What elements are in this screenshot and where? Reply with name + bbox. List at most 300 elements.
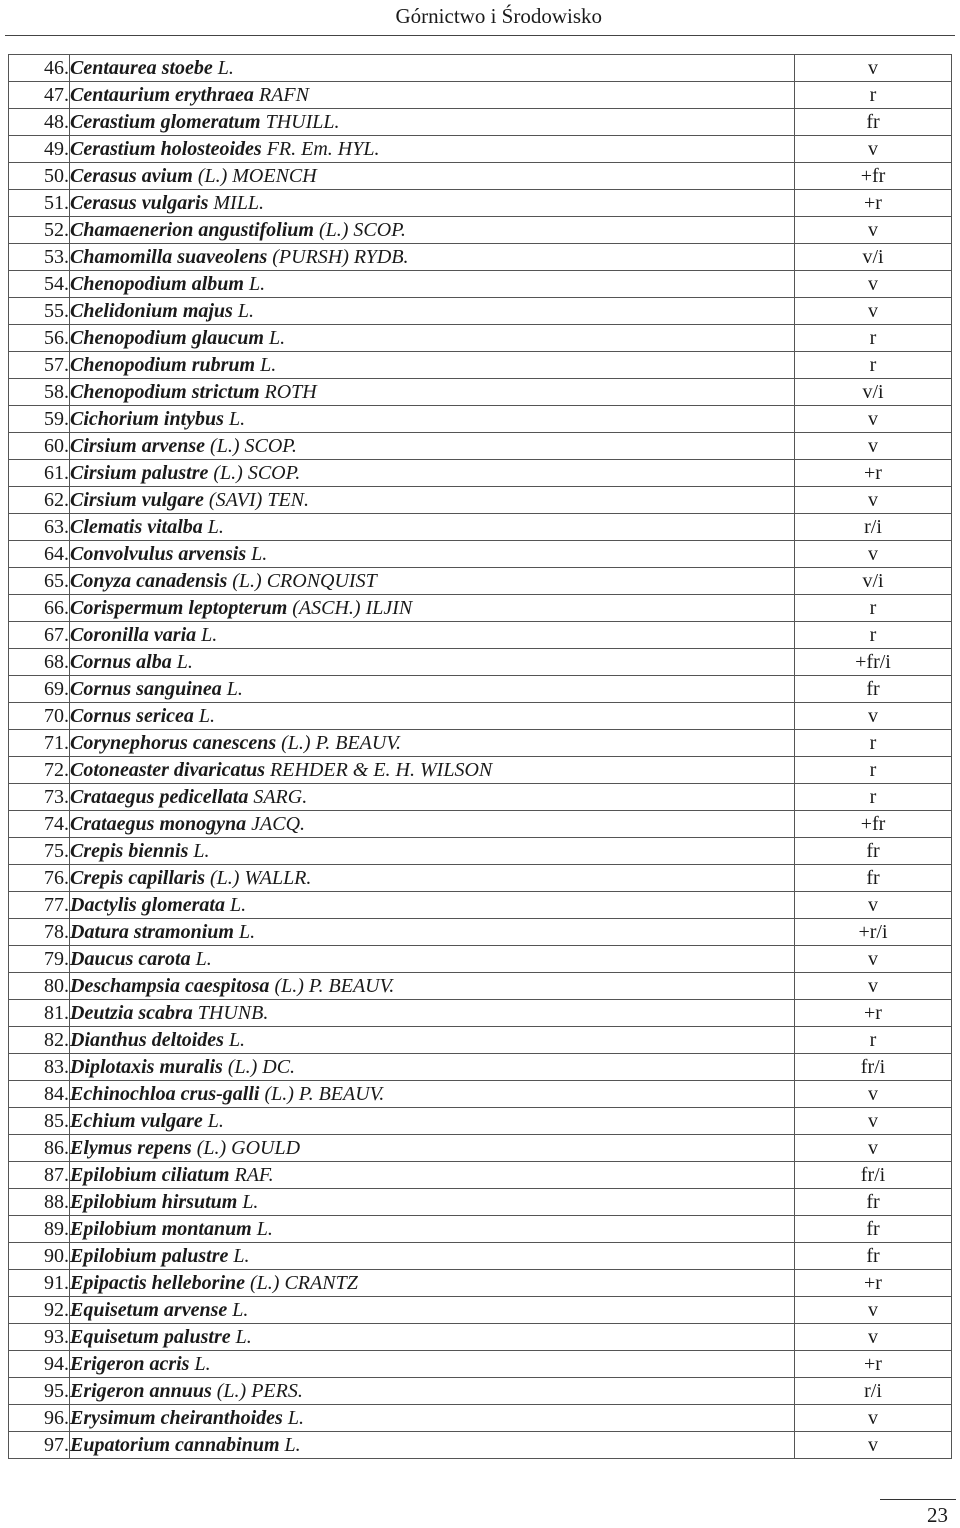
genus-name: Datura bbox=[70, 921, 129, 943]
row-number: 58. bbox=[9, 379, 70, 406]
status-code: +r/i bbox=[795, 919, 952, 946]
species-epithet: canadensis bbox=[136, 570, 228, 592]
species-epithet: glaucum bbox=[191, 327, 264, 349]
genus-name: Cornus bbox=[70, 651, 132, 673]
status-code: v bbox=[795, 703, 952, 730]
row-number: 55. bbox=[9, 298, 70, 325]
table-row bbox=[9, 649, 952, 676]
genus-name: Chelidonium bbox=[70, 300, 178, 322]
species-epithet: sericea bbox=[136, 705, 194, 727]
table-row bbox=[9, 676, 952, 703]
genus-name: Cirsium bbox=[70, 489, 137, 511]
author-citation: JACQ. bbox=[251, 813, 306, 835]
author-citation: SARG. bbox=[253, 786, 308, 808]
species-name-cell bbox=[70, 865, 795, 892]
status-code: fr bbox=[795, 865, 952, 892]
row-number: 57. bbox=[9, 352, 70, 379]
status-code: fr bbox=[795, 838, 952, 865]
table-row bbox=[9, 973, 952, 1000]
species-name-cell bbox=[70, 217, 795, 244]
species-epithet: deltoides bbox=[151, 1029, 224, 1051]
genus-name: Chenopodium bbox=[70, 327, 187, 349]
row-number: 87. bbox=[9, 1162, 70, 1189]
genus-name: Equisetum bbox=[70, 1326, 159, 1348]
row-number: 80. bbox=[9, 973, 70, 1000]
species-epithet: canescens bbox=[192, 732, 277, 754]
table-row bbox=[9, 1162, 952, 1189]
author-citation: L. bbox=[226, 678, 243, 700]
species-epithet: vulgare bbox=[141, 489, 204, 511]
species-name-cell bbox=[70, 190, 795, 217]
genus-name: Diplotaxis bbox=[70, 1056, 155, 1078]
genus-name: Daucus bbox=[70, 948, 134, 970]
species-name-cell bbox=[70, 1432, 795, 1459]
author-citation: L. bbox=[228, 408, 246, 430]
genus-name: Chenopodium bbox=[70, 354, 187, 376]
author-citation: L. bbox=[287, 1407, 304, 1429]
species-epithet: album bbox=[191, 273, 244, 295]
species-name-cell bbox=[70, 595, 795, 622]
species-name-cell bbox=[70, 649, 795, 676]
genus-name: Coronilla bbox=[70, 624, 149, 646]
author-citation: RAFN bbox=[258, 84, 309, 106]
status-code: r/i bbox=[795, 1378, 952, 1405]
species-name-cell bbox=[70, 1081, 795, 1108]
status-code: v bbox=[795, 1405, 952, 1432]
species-name-cell bbox=[70, 406, 795, 433]
table-row bbox=[9, 1324, 952, 1351]
row-number: 71. bbox=[9, 730, 70, 757]
species-epithet: intybus bbox=[163, 408, 224, 430]
genus-name: Cornus bbox=[70, 678, 132, 700]
species-epithet: stramonium bbox=[133, 921, 234, 943]
table-row bbox=[9, 460, 952, 487]
genus-name: Equisetum bbox=[70, 1299, 159, 1321]
table-row bbox=[9, 1081, 952, 1108]
genus-name: Chenopodium bbox=[70, 273, 187, 295]
species-epithet: cannabinum bbox=[175, 1434, 280, 1456]
species-epithet: caespitosa bbox=[185, 975, 270, 997]
species-epithet: arvense bbox=[163, 1299, 228, 1321]
genus-name: Epilobium bbox=[70, 1245, 157, 1267]
author-citation: L. bbox=[260, 354, 277, 376]
row-number: 69. bbox=[9, 676, 70, 703]
author-citation: (L.) GOULD bbox=[196, 1137, 301, 1159]
table-row bbox=[9, 55, 952, 82]
genus-name: Cirsium bbox=[70, 462, 137, 484]
genus-name: Chamaenerion bbox=[70, 219, 194, 241]
species-epithet: vulgaris bbox=[141, 192, 209, 214]
species-name-cell bbox=[70, 541, 795, 568]
table-row bbox=[9, 865, 952, 892]
row-number: 75. bbox=[9, 838, 70, 865]
genus-name: Corispermum bbox=[70, 597, 184, 619]
species-epithet: leptopterum bbox=[188, 597, 288, 619]
status-code: +r bbox=[795, 460, 952, 487]
species-epithet: palustre bbox=[163, 1326, 231, 1348]
row-number: 70. bbox=[9, 703, 70, 730]
status-code: v bbox=[795, 136, 952, 163]
genus-name: Crataegus bbox=[70, 813, 155, 835]
running-header: Górnictwo i Środowisko bbox=[395, 4, 602, 28]
species-table-body bbox=[9, 55, 952, 1459]
row-number: 73. bbox=[9, 784, 70, 811]
genus-name: Cirsium bbox=[70, 435, 137, 457]
row-number: 46. bbox=[9, 55, 70, 82]
status-code: +r bbox=[795, 1351, 952, 1378]
species-name-cell bbox=[70, 460, 795, 487]
species-name-cell bbox=[70, 676, 795, 703]
status-code: v bbox=[795, 406, 952, 433]
table-row bbox=[9, 244, 952, 271]
species-name-cell bbox=[70, 838, 795, 865]
author-citation: FR. Em. HYL. bbox=[266, 138, 380, 160]
author-citation: REHDER & E. H. WILSON bbox=[270, 759, 493, 781]
table-row bbox=[9, 82, 952, 109]
genus-name: Corynephorus bbox=[70, 732, 188, 754]
table-row bbox=[9, 919, 952, 946]
status-code: +fr bbox=[795, 163, 952, 190]
species-name-cell bbox=[70, 325, 795, 352]
status-code: v bbox=[795, 1297, 952, 1324]
row-number: 68. bbox=[9, 649, 70, 676]
genus-name: Cerastium bbox=[70, 111, 156, 133]
table-row bbox=[9, 1243, 952, 1270]
author-citation: L. bbox=[194, 1353, 211, 1375]
species-epithet: stoebe bbox=[161, 57, 213, 79]
genus-name: Elymus bbox=[70, 1137, 133, 1159]
species-epithet: carota bbox=[138, 948, 191, 970]
row-number: 56. bbox=[9, 325, 70, 352]
row-number: 93. bbox=[9, 1324, 70, 1351]
author-citation: L. bbox=[217, 57, 234, 79]
species-epithet: monogyna bbox=[159, 813, 247, 835]
status-code: v bbox=[795, 487, 952, 514]
species-epithet: palustre bbox=[141, 462, 209, 484]
table-row bbox=[9, 514, 952, 541]
species-name-cell bbox=[70, 1189, 795, 1216]
species-name-cell bbox=[70, 1243, 795, 1270]
table-row bbox=[9, 136, 952, 163]
status-code: v bbox=[795, 298, 952, 325]
author-citation: L. bbox=[198, 705, 216, 727]
species-epithet: helleborine bbox=[151, 1272, 246, 1294]
species-epithet: divaricatus bbox=[173, 759, 266, 781]
row-number: 78. bbox=[9, 919, 70, 946]
row-number: 77. bbox=[9, 892, 70, 919]
author-citation: L. bbox=[242, 1191, 259, 1213]
status-code: +fr bbox=[795, 811, 952, 838]
species-name-cell bbox=[70, 1000, 795, 1027]
status-code: r bbox=[795, 784, 952, 811]
table-row bbox=[9, 1270, 952, 1297]
genus-name: Epipactis bbox=[70, 1272, 147, 1294]
species-epithet: repens bbox=[137, 1137, 192, 1159]
author-citation: L. bbox=[232, 1299, 249, 1321]
table-row bbox=[9, 325, 952, 352]
row-number: 72. bbox=[9, 757, 70, 784]
species-epithet: vulgare bbox=[140, 1110, 203, 1132]
genus-name: Echium bbox=[70, 1110, 136, 1132]
species-name-cell bbox=[70, 973, 795, 1000]
author-citation: MILL. bbox=[213, 192, 264, 214]
table-row bbox=[9, 622, 952, 649]
page-number: 23 bbox=[927, 1503, 948, 1527]
author-citation: L. bbox=[237, 300, 254, 322]
author-citation: L. bbox=[235, 1326, 252, 1348]
genus-name: Echinochloa bbox=[70, 1083, 176, 1105]
genus-name: Dianthus bbox=[70, 1029, 147, 1051]
row-number: 51. bbox=[9, 190, 70, 217]
status-code: r bbox=[795, 325, 952, 352]
species-epithet: varia bbox=[153, 624, 197, 646]
author-citation: (L.) SCOP. bbox=[213, 462, 301, 484]
genus-name: Cichorium bbox=[70, 408, 159, 430]
genus-name: Erigeron bbox=[70, 1380, 145, 1402]
status-code: r/i bbox=[795, 514, 952, 541]
species-epithet: sanguinea bbox=[136, 678, 222, 700]
genus-name: Cornus bbox=[70, 705, 132, 727]
species-name-cell bbox=[70, 514, 795, 541]
status-code: fr bbox=[795, 1243, 952, 1270]
row-number: 59. bbox=[9, 406, 70, 433]
species-epithet: annuus bbox=[149, 1380, 212, 1402]
row-number: 60. bbox=[9, 433, 70, 460]
species-name-cell bbox=[70, 433, 795, 460]
row-number: 63. bbox=[9, 514, 70, 541]
species-name-cell bbox=[70, 946, 795, 973]
author-citation: (L.) CRONQUIST bbox=[232, 570, 377, 592]
species-name-cell bbox=[70, 703, 795, 730]
species-epithet: glomerata bbox=[141, 894, 225, 916]
species-name-cell bbox=[70, 622, 795, 649]
status-code: v/i bbox=[795, 568, 952, 595]
row-number: 95. bbox=[9, 1378, 70, 1405]
genus-name: Conyza bbox=[70, 570, 132, 592]
species-epithet: palustre bbox=[161, 1245, 229, 1267]
genus-name: Crepis bbox=[70, 867, 124, 889]
species-name-cell bbox=[70, 757, 795, 784]
status-code: v bbox=[795, 946, 952, 973]
row-number: 81. bbox=[9, 1000, 70, 1027]
table-row bbox=[9, 379, 952, 406]
status-code: v bbox=[795, 55, 952, 82]
author-citation: (L.) CRANTZ bbox=[250, 1272, 358, 1294]
table-row bbox=[9, 1108, 952, 1135]
author-citation: (L.) SCOP. bbox=[318, 219, 406, 241]
species-name-cell bbox=[70, 82, 795, 109]
author-citation: L. bbox=[207, 516, 224, 538]
status-code: v bbox=[795, 1324, 952, 1351]
status-code: v bbox=[795, 1135, 952, 1162]
species-name-cell bbox=[70, 1297, 795, 1324]
row-number: 65. bbox=[9, 568, 70, 595]
species-name-cell bbox=[70, 1216, 795, 1243]
status-code: v bbox=[795, 1081, 952, 1108]
genus-name: Chamomilla bbox=[70, 246, 173, 268]
species-name-cell bbox=[70, 1162, 795, 1189]
status-code: v bbox=[795, 973, 952, 1000]
table-row bbox=[9, 1135, 952, 1162]
table-row bbox=[9, 190, 952, 217]
author-citation: L. bbox=[233, 1245, 250, 1267]
author-citation: L. bbox=[230, 894, 247, 916]
species-epithet: arvensis bbox=[178, 543, 247, 565]
row-number: 76. bbox=[9, 865, 70, 892]
row-number: 92. bbox=[9, 1297, 70, 1324]
species-epithet: capillaris bbox=[128, 867, 206, 889]
species-name-cell bbox=[70, 1405, 795, 1432]
genus-name: Deutzia bbox=[70, 1002, 134, 1024]
species-name-cell bbox=[70, 730, 795, 757]
status-code: v bbox=[795, 1432, 952, 1459]
genus-name: Crataegus bbox=[70, 786, 155, 808]
species-name-cell bbox=[70, 136, 795, 163]
author-citation: L. bbox=[176, 651, 193, 673]
species-name-cell bbox=[70, 55, 795, 82]
genus-name: Centaurium bbox=[70, 84, 171, 106]
row-number: 48. bbox=[9, 109, 70, 136]
row-number: 47. bbox=[9, 82, 70, 109]
species-name-cell bbox=[70, 1135, 795, 1162]
species-name-cell bbox=[70, 109, 795, 136]
species-epithet: muralis bbox=[159, 1056, 223, 1078]
species-epithet: suaveolens bbox=[177, 246, 268, 268]
status-code: fr bbox=[795, 1189, 952, 1216]
status-code: v bbox=[795, 433, 952, 460]
species-name-cell bbox=[70, 379, 795, 406]
species-epithet: crus-galli bbox=[180, 1083, 260, 1105]
table-row bbox=[9, 271, 952, 298]
species-table bbox=[8, 54, 952, 1459]
row-number: 89. bbox=[9, 1216, 70, 1243]
row-number: 79. bbox=[9, 946, 70, 973]
author-citation: (L.) MOENCH bbox=[197, 165, 317, 187]
species-epithet: pedicellata bbox=[159, 786, 249, 808]
status-code: fr bbox=[795, 109, 952, 136]
status-code: r bbox=[795, 622, 952, 649]
species-epithet: vitalba bbox=[147, 516, 203, 538]
status-code: fr/i bbox=[795, 1162, 952, 1189]
status-code: r bbox=[795, 1027, 952, 1054]
author-citation: (L.) P. BEAUV. bbox=[264, 1083, 385, 1105]
species-epithet: strictum bbox=[191, 381, 260, 403]
species-epithet: montanum bbox=[161, 1218, 252, 1240]
species-name-cell bbox=[70, 1378, 795, 1405]
genus-name: Erysimum bbox=[70, 1407, 156, 1429]
table-row bbox=[9, 541, 952, 568]
author-citation: (L.) WALLR. bbox=[210, 867, 312, 889]
author-citation: (PURSH) RYDB. bbox=[272, 246, 409, 268]
species-epithet: angustifolium bbox=[198, 219, 314, 241]
genus-name: Clematis bbox=[70, 516, 143, 538]
status-code: v bbox=[795, 892, 952, 919]
genus-name: Epilobium bbox=[70, 1191, 157, 1213]
species-name-cell bbox=[70, 298, 795, 325]
table-row bbox=[9, 406, 952, 433]
table-row bbox=[9, 1216, 952, 1243]
row-number: 86. bbox=[9, 1135, 70, 1162]
status-code: v bbox=[795, 1108, 952, 1135]
species-name-cell bbox=[70, 811, 795, 838]
table-row bbox=[9, 838, 952, 865]
species-epithet: erythraea bbox=[175, 84, 254, 106]
status-code: r bbox=[795, 595, 952, 622]
author-citation: L. bbox=[207, 1110, 224, 1132]
row-number: 83. bbox=[9, 1054, 70, 1081]
table-row bbox=[9, 1432, 952, 1459]
table-row bbox=[9, 730, 952, 757]
table-row bbox=[9, 1297, 952, 1324]
row-number: 88. bbox=[9, 1189, 70, 1216]
species-name-cell bbox=[70, 1270, 795, 1297]
status-code: fr bbox=[795, 676, 952, 703]
row-number: 54. bbox=[9, 271, 70, 298]
row-number: 84. bbox=[9, 1081, 70, 1108]
status-code: v/i bbox=[795, 244, 952, 271]
author-citation: RAF. bbox=[234, 1164, 274, 1186]
table-row bbox=[9, 1054, 952, 1081]
species-epithet: scabra bbox=[138, 1002, 193, 1024]
status-code: r bbox=[795, 82, 952, 109]
genus-name: Cerasus bbox=[70, 165, 137, 187]
author-citation: L. bbox=[195, 948, 212, 970]
table-row bbox=[9, 1189, 952, 1216]
table-row bbox=[9, 163, 952, 190]
author-citation: THUILL. bbox=[265, 111, 340, 133]
species-name-cell bbox=[70, 487, 795, 514]
species-epithet: alba bbox=[136, 651, 172, 673]
author-citation: (L.) PERS. bbox=[216, 1380, 303, 1402]
genus-name: Cerasus bbox=[70, 192, 137, 214]
status-code: v/i bbox=[795, 379, 952, 406]
row-number: 91. bbox=[9, 1270, 70, 1297]
table-row bbox=[9, 757, 952, 784]
genus-name: Dactylis bbox=[70, 894, 137, 916]
status-code: v bbox=[795, 217, 952, 244]
species-epithet: biennis bbox=[128, 840, 189, 862]
genus-name: Centaurea bbox=[70, 57, 157, 79]
genus-name: Crepis bbox=[70, 840, 124, 862]
table-row bbox=[9, 217, 952, 244]
status-code: +r bbox=[795, 1000, 952, 1027]
status-code: +fr/i bbox=[795, 649, 952, 676]
table-row bbox=[9, 1351, 952, 1378]
status-code: fr bbox=[795, 1216, 952, 1243]
species-epithet: holosteoides bbox=[160, 138, 262, 160]
species-name-cell bbox=[70, 1351, 795, 1378]
table-row bbox=[9, 1000, 952, 1027]
species-name-cell bbox=[70, 1027, 795, 1054]
species-name-cell bbox=[70, 892, 795, 919]
table-row bbox=[9, 109, 952, 136]
author-citation: (L.) SCOP. bbox=[210, 435, 297, 457]
species-epithet: cheiranthoides bbox=[160, 1407, 283, 1429]
table-row bbox=[9, 352, 952, 379]
status-code: r bbox=[795, 352, 952, 379]
table-row bbox=[9, 703, 952, 730]
row-number: 85. bbox=[9, 1108, 70, 1135]
row-number: 90. bbox=[9, 1243, 70, 1270]
table-row bbox=[9, 946, 952, 973]
status-code: +r bbox=[795, 190, 952, 217]
author-citation: L. bbox=[238, 921, 256, 943]
genus-name: Cotoneaster bbox=[70, 759, 169, 781]
species-epithet: hirsutum bbox=[161, 1191, 238, 1213]
table-row bbox=[9, 811, 952, 838]
genus-name: Eupatorium bbox=[70, 1434, 171, 1456]
species-name-cell bbox=[70, 1324, 795, 1351]
